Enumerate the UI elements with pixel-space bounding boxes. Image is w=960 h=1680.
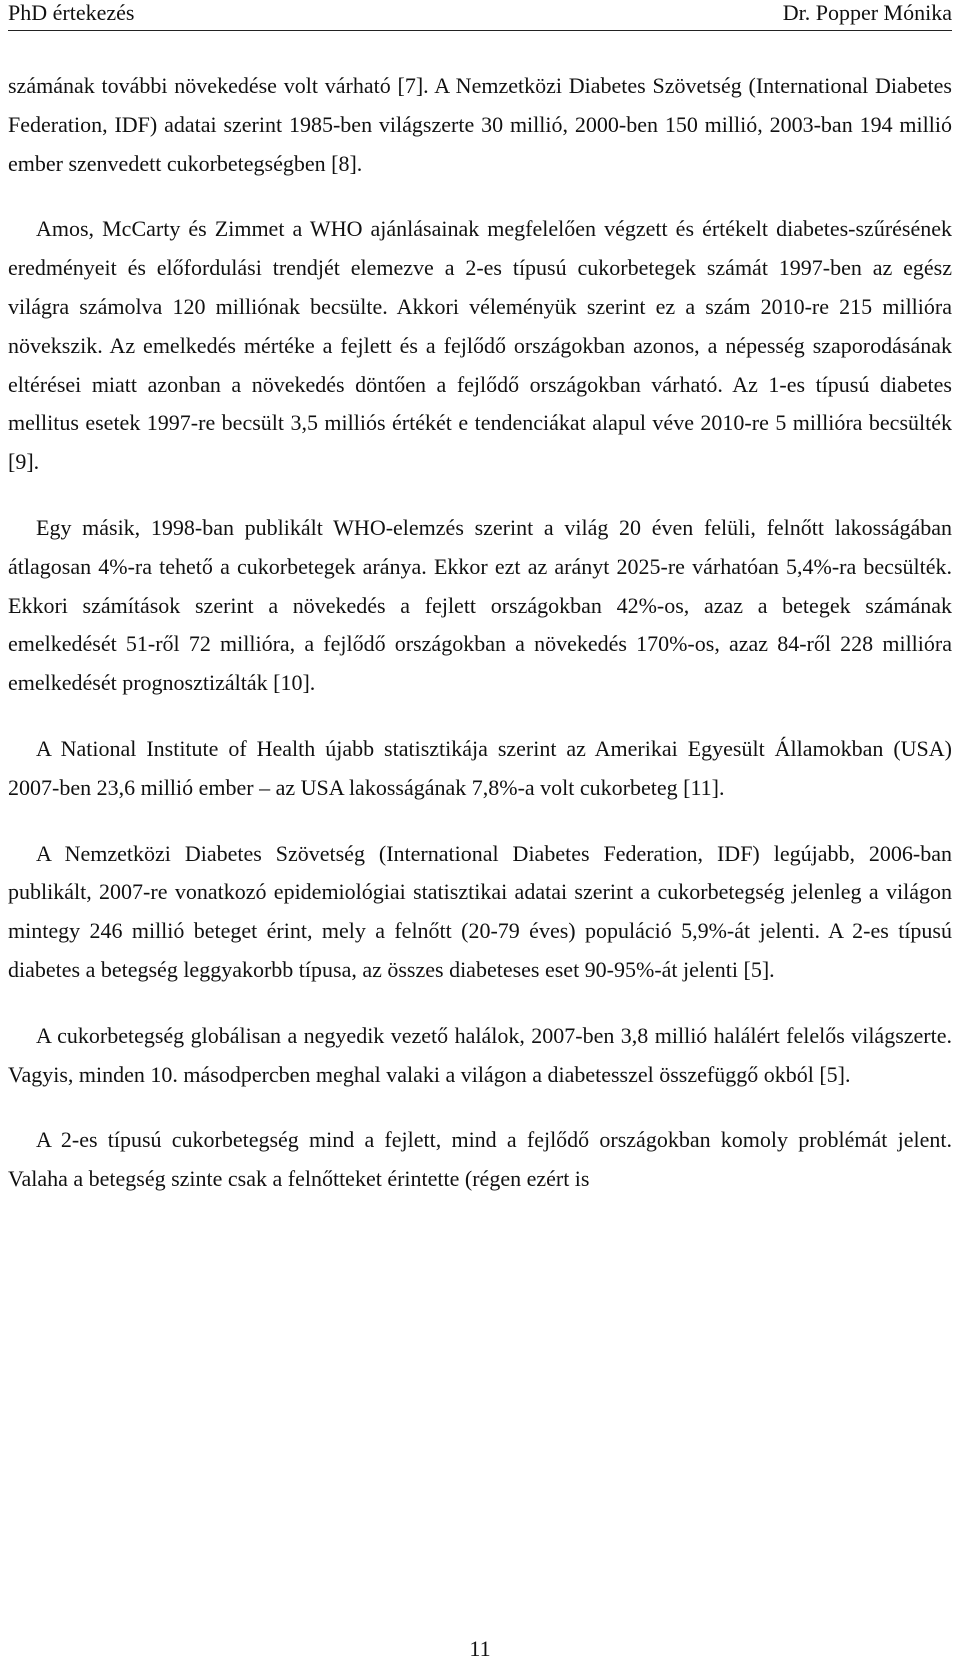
paragraph-1: számának további növekedése volt várható [7]. A Nemzetközi Diabetes Szövetség (International Diabetes Federation, IDF) adatai szerint 1985-ben világszerte 30 millió, 2000-ben 150 millió, 2003-ban 194 millió ember szenvedett cukorbetegségben [8]. [8, 73, 952, 176]
header-right-author: Dr. Popper Mónika [782, 0, 952, 25]
page-number: 11 [469, 1636, 491, 1661]
paragraph-5: A Nemzetközi Diabetes Szövetség (International Diabetes Federation, IDF) legújabb, 2006-ban publikált, 2007-re vonatkozó epidemiológiai statisztikai adatai szerint a cukorbetegség jelenleg a világon mintegy 246 millió beteget érint, mely a felnőtt (20-79 éves) populáció 5,9%-át jelenti. A 2-es típusú diabetes a betegség leggyakorbb típusa, az összes diabeteses eset 90-95%-át jelenti [5]. [8, 840, 952, 982]
paragraph-2: Amos, McCarty és Zimmet a WHO ajánlásainak megfelelően végzett és értékelt diabetes-szűrésének eredményeit és előfordulási trendjét elemezve a 2-es típusú cukorbetegek számát 1997-ben az egész világra számolva 120 milliónak becsülte. Akkori véleményük szerint ez a szám 2010-re 215 millióra növekszik. Az emelkedés mértéke a fejlett és a fejlődő országokban azonos, a népesség szaporodásának eltérései miatt azonban a növekedés döntően a fejlődő országokban várható. Az 1-es típusú diabetes mellitus esetek 1997-re becsült 3,5 milliós értékét e tendenciákat alapul véve 2010-re 5 millióra becsülték [9]. [8, 216, 952, 475]
body-text [8, 67, 952, 1199]
paragraph-3: Egy másik, 1998-ban publikált WHO-elemzés szerint a világ 20 éven felüli, felnőtt lakosságában átlagosan 4%-ra tehető a cukorbetegek aránya. Ekkor ezt az arányt 2025-re várhatóan 5,4%-ra becsülték. Ekkori számítások szerint a növekedés a fejlett országokban 42%-os, azaz a betegek számának emelkedését 51-ről 72 millióra, a fejlődő országokban a növekedés 170%-os, azaz 84-ről 228 millióra emelkedését prognosztizálták [10]. [8, 514, 952, 696]
paragraph-4: A National Institute of Health újabb statisztikája szerint az Amerikai Egyesült Államokban (USA) 2007-ben 23,6 millió ember – az USA lakosságának 7,8%-a volt cukorbeteg [11]. [8, 735, 952, 800]
paragraph-6: A cukorbetegség globálisan a negyedik vezető halálok, 2007-ben 3,8 millió halálért felelős világszerte. Vagyis, minden 10. másodpercben meghal valaki a világon a diabetesszel összefüggő okból [5]. [8, 1022, 952, 1087]
paragraph-7: A 2-es típusú cukorbetegség mind a fejlett, mind a fejlődő országokban komoly problémát jelent. Valaha a betegség szinte csak a felnőtteket érintette (régen ezért is [8, 1127, 952, 1192]
page-header [8, 0, 952, 31]
header-left-title: PhD értekezés [8, 0, 135, 25]
